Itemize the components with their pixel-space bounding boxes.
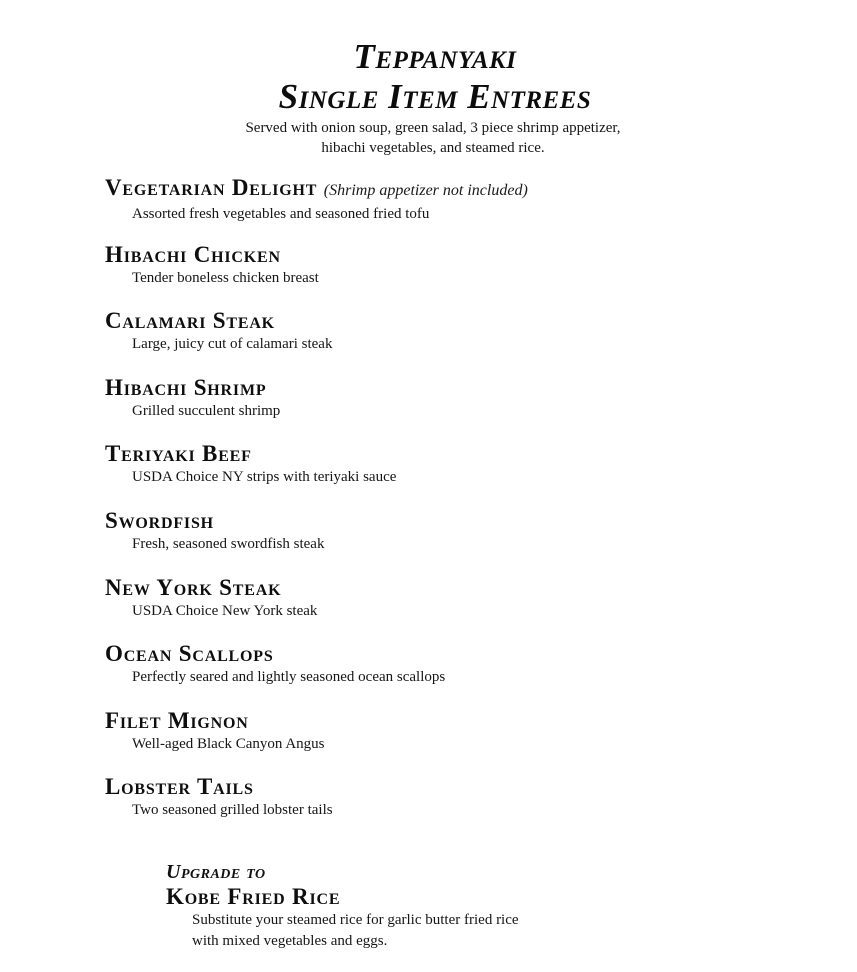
menu-item-vegetarian-delight — [105, 174, 825, 241]
menu-item-description: Perfectly seared and lightly seasoned ocean scallops — [132, 669, 446, 686]
menu-item-description: Large, juicy cut of calamari steak — [132, 336, 333, 353]
menu-item-swordfish — [105, 507, 825, 574]
menu-item-ocean-scallops — [105, 640, 825, 707]
menu-item-description: USDA Choice New York steak — [132, 602, 318, 619]
menu-item-calamari-steak — [105, 307, 825, 374]
menu-item-title: Hibachi Shrimp — [105, 374, 267, 400]
menu-item-hibachi-chicken — [105, 241, 825, 308]
menu-item-title: Filet Mignon — [105, 707, 249, 733]
menu-item-filet-mignon — [105, 707, 825, 774]
upgrade-description-line1: Substitute your steamed rice for garlic butter fried rice — [192, 912, 519, 928]
menu-item-teriyaki-beef — [105, 440, 825, 507]
menu-item-title: Calamari Steak — [105, 308, 275, 334]
menu-item-description: Two seasoned grilled lobster tails — [132, 802, 333, 819]
menu-item-description: Fresh, seasoned swordfish steak — [132, 535, 325, 552]
upgrade-description-line2: with mixed vegetables and eggs. — [192, 933, 388, 949]
page-title-line1: Teppanyaki — [353, 37, 517, 76]
menu-item-name — [105, 174, 825, 205]
upgrade-section — [166, 860, 766, 952]
menu-item-lobster-tails — [105, 773, 825, 840]
menu-item-description: Grilled succulent shrimp — [132, 402, 281, 419]
menu-item-hibachi-shrimp — [105, 374, 825, 441]
menu-item-title: Vegetarian Delight — [105, 175, 318, 200]
menu-item-title: New York Steak — [105, 574, 282, 600]
subtitle-line2: hibachi vegetables, and steamed rice. — [321, 140, 545, 156]
menu-item-description: USDA Choice NY strips with teriyaki sauce — [132, 469, 397, 486]
menu-item-description: Well-aged Black Canyon Angus — [132, 735, 325, 752]
subtitle-line1: Served with onion soup, green salad, 3 piece shrimp appetizer, — [245, 120, 621, 136]
page-subtitle — [0, 118, 857, 158]
menu-item-new-york-steak — [105, 574, 825, 641]
menu-item-title: Lobster Tails — [105, 774, 254, 800]
upgrade-item-title: Kobe Fried Rice — [166, 884, 341, 909]
page-title-line2: Single Item Entrees — [278, 77, 592, 116]
menu-item-description: Assorted fresh vegetables and seasoned fried tofu — [132, 206, 430, 222]
upgrade-label: Upgrade to — [166, 861, 266, 883]
menu-item-description: Tender boneless chicken breast — [132, 269, 319, 286]
menu-item-title: Teriyaki Beef — [105, 441, 252, 467]
upgrade-description — [166, 910, 766, 952]
menu-item-title: Swordfish — [105, 507, 214, 533]
menu-item-title: Hibachi Chicken — [105, 241, 281, 267]
menu-item-title: Ocean Scallops — [105, 641, 274, 667]
menu-item-note: (Shrimp appetizer not included) — [323, 182, 528, 199]
menu-items-list — [105, 174, 825, 840]
